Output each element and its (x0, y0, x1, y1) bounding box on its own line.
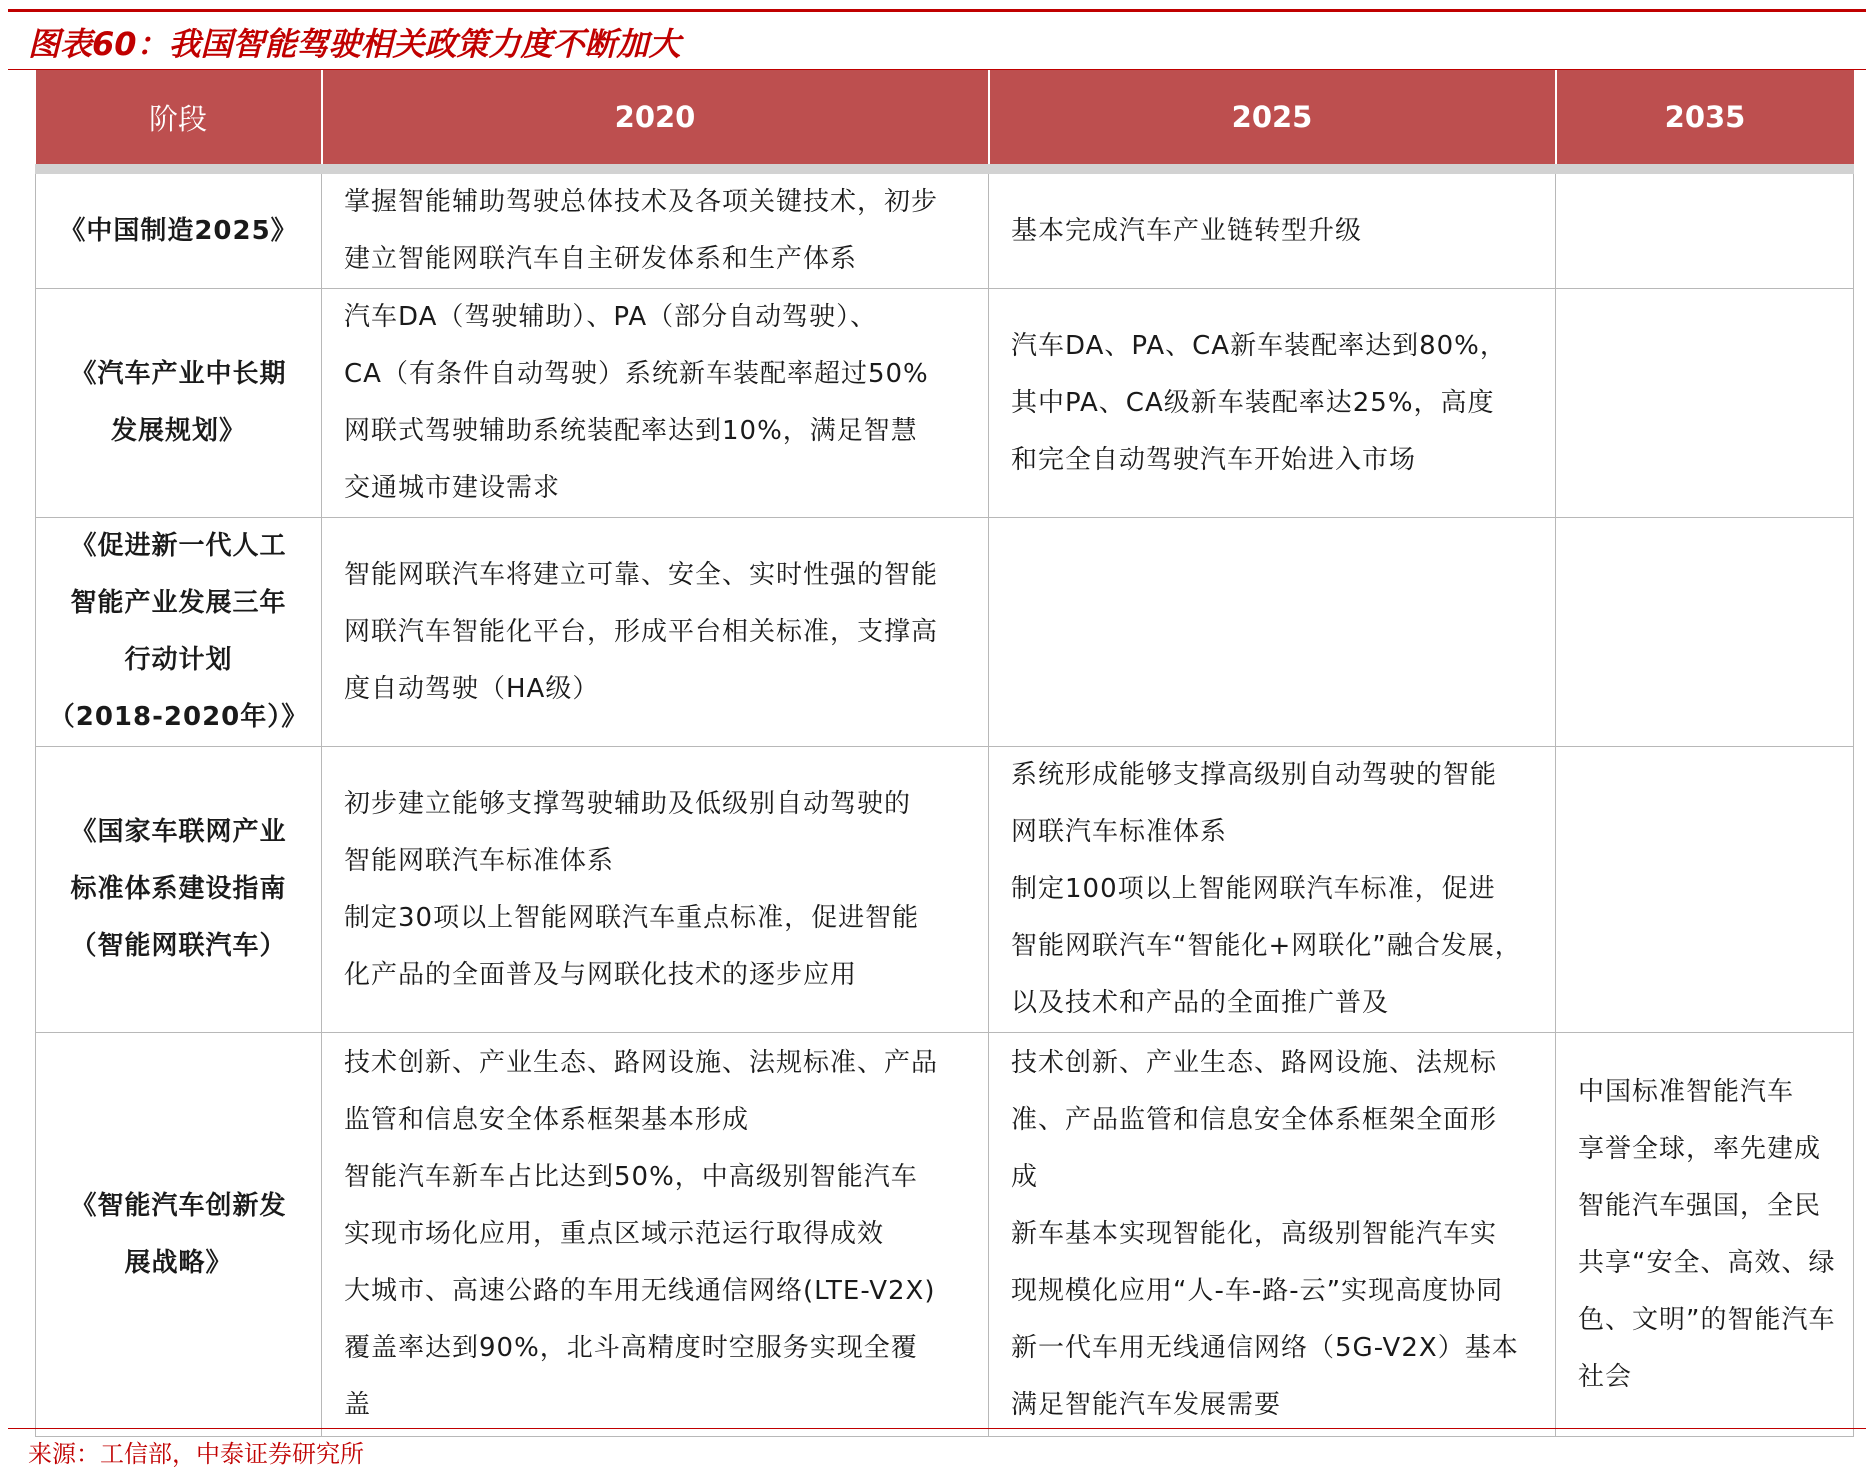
cell-2035 (1556, 289, 1854, 518)
cell-line: 建立智能网联汽车自主研发体系和生产体系 (344, 244, 858, 274)
cell-line: 实现市场化应用，重点区域示范运行取得成效 (344, 1219, 885, 1249)
header-2035: 2035 (1556, 70, 1854, 169)
header-row (36, 70, 1854, 169)
cell-2020 (322, 289, 989, 518)
cell-line: 中国标准智能汽车 (1578, 1076, 1795, 1107)
cell-line: 交通城市建设需求 (344, 473, 561, 503)
cell-2020 (322, 518, 989, 747)
cell-2025 (989, 169, 1556, 289)
cell-line: 度自动驾驶（HA级） (344, 673, 600, 704)
cell-line: 汽车DA、PA、CA新车装配率达到80%， (1011, 330, 1507, 361)
cell-2025 (989, 518, 1556, 747)
cell-2020 (322, 1033, 989, 1437)
stage-cell (36, 747, 322, 1033)
cell-line: 监管和信息安全体系框架基本形成 (344, 1105, 750, 1135)
stage-cell (36, 289, 322, 518)
cell-line: 制定100项以上智能网联汽车标准，促进 (1011, 874, 1496, 904)
cell-line: 智能汽车强国，全民 (1578, 1190, 1822, 1221)
cell-line: 《促进新一代人工 (70, 531, 287, 561)
cell-line: 社会 (1578, 1361, 1633, 1392)
cell-line: 化产品的全面普及与网联化技术的逐步应用 (344, 959, 858, 990)
cell-line: 掌握智能辅助驾驶总体技术及各项关键技术，初步 (344, 187, 939, 217)
cell-line: 满足智能汽车发展需要 (1011, 1390, 1282, 1420)
cell-line: 覆盖率达到90%，北斗高精度时空服务实现全覆 (344, 1333, 918, 1363)
header-2020: 2020 (322, 70, 989, 169)
cell-2035 (1556, 169, 1854, 289)
cell-line: 盖 (344, 1390, 372, 1420)
stage-cell (36, 169, 322, 289)
source-note: 来源：工信部，中泰证券研究所 (28, 1440, 364, 1468)
cell-line: 网联式驾驶辅助系统装配率达到10%，满足智慧 (344, 416, 918, 446)
cell-line: 行动计划 (124, 645, 233, 675)
figure-title: 图表60：我国智能驾驶相关政策力度不断加大 (28, 25, 681, 63)
policy-table (35, 70, 1854, 1437)
cell-line: 基本完成汽车产业链转型升级 (1011, 215, 1363, 246)
cell-line: （智能网联汽车） (70, 931, 287, 961)
cell-line: 发展规划》 (110, 416, 246, 446)
cell-2035 (1556, 518, 1854, 747)
cell-line: 智能网联汽车“智能化+网联化”融合发展， (1011, 931, 1522, 961)
header-stage: 阶段 (36, 70, 322, 169)
cell-2025 (989, 1033, 1556, 1437)
table-row (36, 747, 1854, 1033)
cell-line: 智能产业发展三年 (70, 588, 287, 618)
cell-line: 汽车DA（驾驶辅助）、PA（部分自动驾驶）、 (344, 302, 878, 332)
cell-line: 《智能汽车创新发 (70, 1190, 287, 1221)
cell-line: 技术创新、产业生态、路网设施、法规标准、产品 (344, 1048, 939, 1078)
cell-line: 以及技术和产品的全面推广普及 (1011, 988, 1390, 1018)
cell-line: 新车基本实现智能化，高级别智能汽车实 (1011, 1219, 1498, 1249)
table-row (36, 518, 1854, 747)
cell-line: 成 (1011, 1162, 1039, 1192)
bottom-rule (8, 1428, 1866, 1429)
cell-2020 (322, 747, 989, 1033)
cell-line: 智能汽车新车占比达到50%，中高级别智能汽车 (344, 1162, 918, 1192)
cell-line: 准、产品监管和信息安全体系框架全面形 (1011, 1105, 1498, 1135)
cell-line: 新一代车用无线通信网络（5G-V2X）基本 (1011, 1333, 1519, 1363)
table-row (36, 289, 1854, 518)
cell-line: 色、文明”的智能汽车 (1578, 1304, 1836, 1335)
table-row (36, 1033, 1854, 1437)
cell-line: CA（有条件自动驾驶）系统新车装配率超过50% (344, 359, 929, 389)
cell-line: 现规模化应用“人-车-路-云”实现高度协同 (1011, 1276, 1504, 1306)
cell-line: 《国家车联网产业 (70, 817, 287, 847)
cell-line: 网联汽车标准体系 (1011, 817, 1228, 847)
cell-line: 大城市、高速公路的车用无线通信网络(LTE-V2X) (344, 1276, 936, 1306)
cell-line: 智能网联汽车将建立可靠、安全、实时性强的智能 (344, 559, 939, 590)
cell-2035 (1556, 1033, 1854, 1437)
cell-line: 《中国制造2025》 (59, 215, 298, 246)
cell-2035 (1556, 747, 1854, 1033)
stage-cell (36, 518, 322, 747)
cell-line: 智能网联汽车标准体系 (344, 845, 615, 876)
cell-line: 其中PA、CA级新车装配率达25%，高度 (1011, 387, 1495, 418)
cell-line: 网联汽车智能化平台，形成平台相关标准，支撑高 (344, 616, 939, 647)
cell-2025 (989, 747, 1556, 1033)
cell-line: 标准体系建设指南 (70, 874, 287, 904)
cell-line: 《汽车产业中长期 (70, 359, 287, 389)
table-row (36, 169, 1854, 289)
cell-line: 系统形成能够支撑高级别自动驾驶的智能 (1011, 760, 1498, 790)
cell-line: （2018-2020年）》 (48, 702, 309, 732)
cell-line: 初步建立能够支撑驾驶辅助及低级别自动驾驶的 (344, 788, 912, 819)
cell-2025 (989, 289, 1556, 518)
cell-2020 (322, 169, 989, 289)
cell-line: 展战略》 (124, 1247, 233, 1278)
top-rule (8, 9, 1866, 12)
cell-line: 共享“安全、高效、绿 (1578, 1247, 1836, 1278)
cell-line: 技术创新、产业生态、路网设施、法规标 (1011, 1048, 1498, 1078)
cell-line: 和完全自动驾驶汽车开始进入市场 (1011, 444, 1417, 475)
header-2025: 2025 (989, 70, 1556, 169)
cell-line: 制定30项以上智能网联汽车重点标准，促进智能 (344, 902, 920, 933)
stage-cell (36, 1033, 322, 1437)
cell-line: 享誉全球，率先建成 (1578, 1133, 1822, 1164)
